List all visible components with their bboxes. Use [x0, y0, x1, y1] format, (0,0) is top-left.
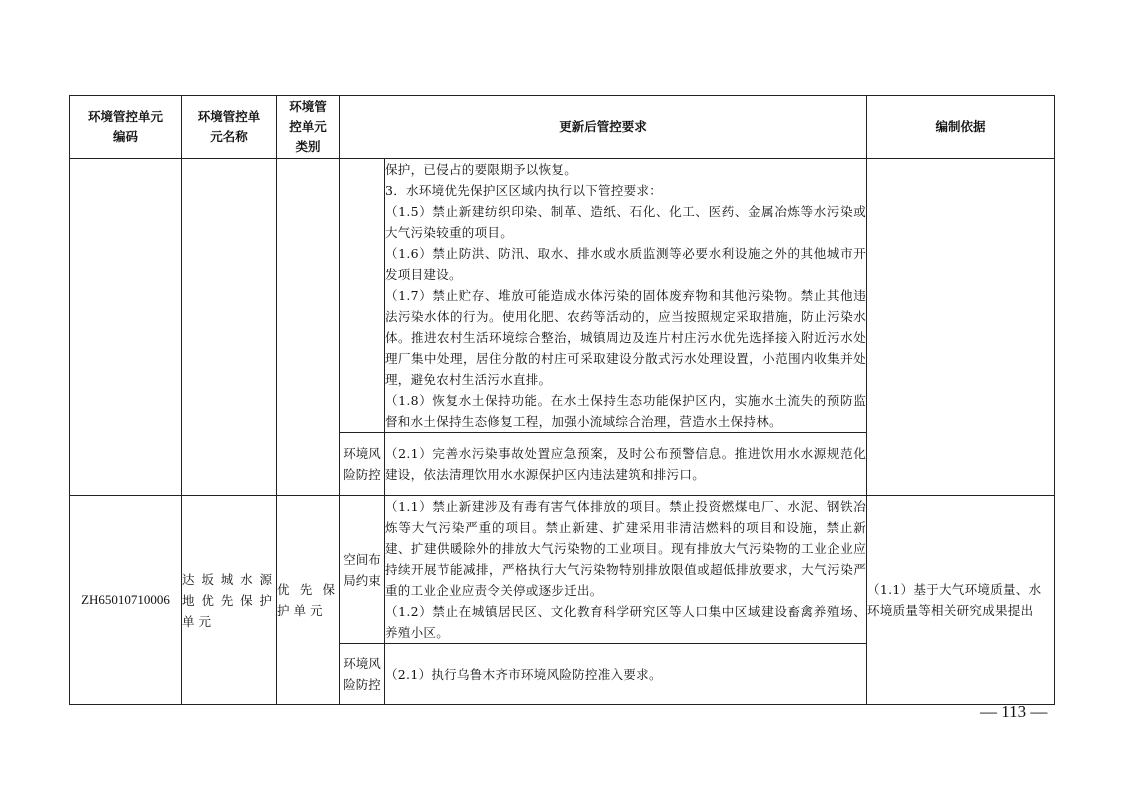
unit-name: 达坂城水源地优先保护单元 [182, 496, 277, 705]
unit-space-label: 空间布局约束 [340, 496, 385, 644]
continued-requirements-cell [385, 159, 867, 433]
unit-basis: （1.1）基于大气环境质量、水环境质量等相关研究成果提出 [867, 496, 1055, 705]
continued-category-cell [277, 159, 340, 496]
header-requirements: 更新后管控要求 [340, 96, 867, 159]
header-row [70, 96, 1055, 159]
requirement-line: （1.5）禁止新建纺织印染、制革、造纸、石化、化工、医药、金属冶炼等水污染或大气污染较重的项目。 [385, 204, 867, 240]
control-units-table [69, 95, 1055, 705]
requirement-line: （1.6）禁止防洪、防汛、取水、排水或水质监测等必要水利设施之外的其他城市开发项目建设。 [385, 246, 867, 282]
header-basis: 编制依据 [867, 96, 1055, 159]
continued-risk-text: （2.1）完善水污染事故处置应急预案，及时公布预警信息。推进饮用水水源规范化建设，依法清理饮用水水源保护区内违法建筑和排污口。 [385, 433, 867, 496]
header-name: 环境管控单元名称 [182, 96, 277, 159]
header-category: 环境管控单元类别 [277, 96, 340, 159]
continued-subcategory-cell [340, 159, 385, 433]
requirement-line: 3．水环境优先保护区区域内执行以下管控要求： [385, 183, 663, 198]
requirement-line: 保护，已侵占的要限期予以恢复。 [385, 162, 578, 177]
requirement-line: （1.7）禁止贮存、堆放可能造成水体污染的固体废弃物和其他污染物。禁止其他违法污染水体的行为。使用化肥、农药等活动的，应当按照规定采取措施，防止污染水体。推进农村生活环境综合整治，城镇周边及连片村庄污水优先选择接入附近污水处理厂集中处理，居住分散的村庄可采取建设分散式污水处理设置，小范围内收集并处理，避免农村生活污水直排。 [385, 288, 867, 387]
continued-basis-cell [867, 159, 1055, 496]
unit-row-space [70, 496, 1055, 644]
unit-category: 优先保护单元 [277, 496, 340, 705]
requirement-line: （1.1）禁止新建涉及有毒有害气体排放的项目。禁止投资燃煤电厂、水泥、钢铁冶炼等大气污染严重的项目。禁止新建、扩建采用非清洁燃料的项目和设施，禁止新建、扩建供暖除外的排放大气污染物的工业项目。现有排放大气污染物的工业企业应持续开展节能减排，严格执行大气污染物特别排放限值或超低排放要求，大气污染严重的工业企业应责令关停或逐步迁出。 [385, 499, 867, 598]
requirement-line: （1.2）禁止在城镇居民区、文化教育科学研究区等人口集中区域建设畜禽养殖场、养殖小区。 [385, 604, 867, 640]
continued-code-cell [70, 159, 182, 496]
unit-space-requirements [385, 496, 867, 644]
page-number: — 113 — [980, 702, 1048, 721]
requirement-line: （1.8）恢复水土保持功能。在水土保持生态功能保护区内，实施水土流失的预防监督和水土保持生态修复工程，加强小流域综合治理，营造水土保持林。 [385, 393, 867, 429]
continued-risk-label: 环境风险防控 [340, 433, 385, 496]
continued-name-cell [182, 159, 277, 496]
header-code: 环境管控单元编码 [70, 96, 182, 159]
unit-risk-text: （2.1）执行乌鲁木齐市环境风险防控准入要求。 [385, 644, 867, 705]
unit-code: ZH65010710006 [70, 496, 182, 705]
continued-row-requirements [70, 159, 1055, 433]
unit-risk-label: 环境风险防控 [340, 644, 385, 705]
